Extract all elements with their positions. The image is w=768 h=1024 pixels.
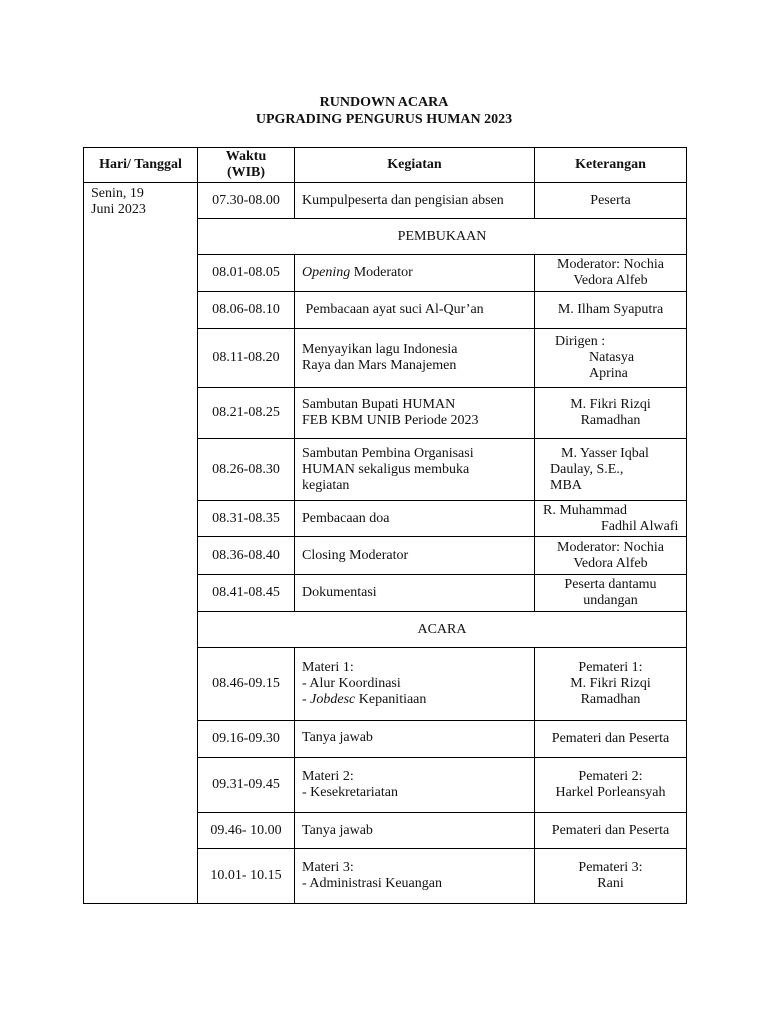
note-cell: Peserta [535,183,687,219]
activity-cell: Sambutan Bupati HUMAN FEB KBM UNIB Periode 2023 [295,388,535,439]
time-cell: 08.26-08.30 [198,439,295,501]
header-note: Keterangan [535,148,687,183]
time-cell: 08.46-09.15 [198,648,295,721]
time-cell: 08.41-08.45 [198,575,295,612]
time-cell: 09.31-09.45 [198,758,295,813]
section-label: ACARA [198,612,687,648]
note-cell: M. Fikri Rizqi Ramadhan [535,388,687,439]
rundown-table [83,147,687,904]
activity-cell: Materi 3: - Administrasi Keuangan [295,849,535,904]
activity-cell: Kumpulpeserta dan pengisian absen [295,183,535,219]
header-day: Hari/ Tanggal [84,148,198,183]
activity-cell: Opening Moderator [295,255,535,292]
time-cell: 08.11-08.20 [198,329,295,388]
activity-cell: Tanya jawab [295,813,535,849]
title-line-1: RUNDOWN ACARA [319,95,449,110]
activity-cell: Tanya jawab [295,721,535,758]
title-line-2: UPGRADING PENGURUS HUMAN 2023 [255,112,513,127]
time-cell: 08.06-08.10 [198,292,295,329]
note-cell: M. Ilham Syaputra [535,292,687,329]
note-cell: Pemateri 2: Harkel Porleansyah [535,758,687,813]
note-cell: Dirigen : Natasya Aprina [535,329,687,388]
header-activity: Kegiatan [295,148,535,183]
header-row [84,148,687,183]
activity-cell: Closing Moderator [295,537,535,575]
time-cell: 09.46- 10.00 [198,813,295,849]
note-cell: R. Muhammad Fadhil Alwafi [535,501,687,537]
document-title [0,94,768,128]
time-cell: 10.01- 10.15 [198,849,295,904]
activity-cell: Dokumentasi [295,575,535,612]
section-label: PEMBUKAAN [198,219,687,255]
header-time: Waktu (WIB) [198,148,295,183]
note-cell: Peserta dantamu undangan [535,575,687,612]
activity-cell: Pembacaan ayat suci Al-Qur’an [295,292,535,329]
note-cell: Pemateri dan Peserta [535,813,687,849]
note-cell: Moderator: Nochia Vedora Alfeb [535,255,687,292]
activity-cell: Pembacaan doa [295,501,535,537]
time-cell: 08.01-08.05 [198,255,295,292]
activity-cell: Sambutan Pembina Organisasi HUMAN sekaligus membuka kegiatan [295,439,535,501]
activity-cell: Materi 1: - Alur Koordinasi - Jobdesc Kepanitiaan [295,648,535,721]
activity-cell: Menyayikan lagu Indonesia Raya dan Mars Manajemen [295,329,535,388]
time-cell: 08.31-08.35 [198,501,295,537]
day-cell: Senin, 19 Juni 2023 [84,183,198,904]
activity-cell: Materi 2: - Kesekretariatan [295,758,535,813]
note-cell: Pemateri 3: Rani [535,849,687,904]
note-cell: Pemateri dan Peserta [535,721,687,758]
table-row [84,183,687,219]
note-cell: Moderator: Nochia Vedora Alfeb [535,537,687,575]
note-cell: Pemateri 1: M. Fikri Rizqi Ramadhan [535,648,687,721]
time-cell: 08.36-08.40 [198,537,295,575]
note-cell: M. Yasser Iqbal Daulay, S.E., MBA [535,439,687,501]
time-cell: 09.16-09.30 [198,721,295,758]
time-cell: 07.30-08.00 [198,183,295,219]
time-cell: 08.21-08.25 [198,388,295,439]
